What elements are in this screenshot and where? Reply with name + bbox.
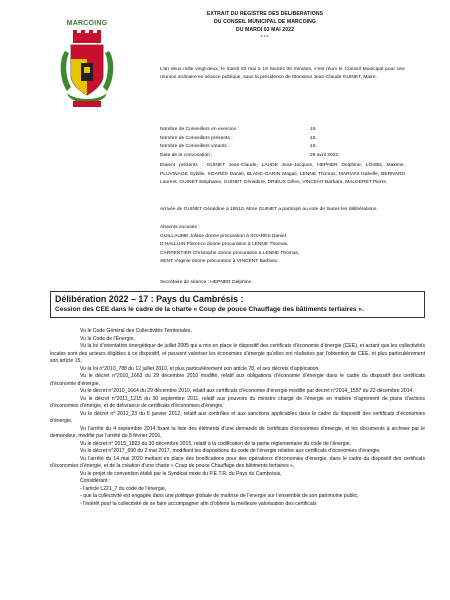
header-dash: --- xyxy=(260,34,270,41)
absent-item: SENT Virginie donne procuration à VINCENT Barbara. xyxy=(160,259,279,265)
count-row-present xyxy=(160,135,405,144)
town-coat-of-arms xyxy=(57,29,117,111)
town-logo-label: MARCOING xyxy=(66,20,108,27)
councillor-counts xyxy=(160,126,405,161)
register-header xyxy=(190,11,340,40)
deliberation-header xyxy=(50,291,425,318)
body-paragraph: Vu le décret n° 2012_23 du 6 janvier 2012, relatif aux contrôles et aux sanctions applicables dans le cadre du dispositif des certificats d’économies d’énergie, xyxy=(50,410,425,424)
body-paragraph: - que la collectivité est engagée dans une politique globale de maîtrise de l’énergie sur l’ensemble de son patrimoine public, xyxy=(80,493,359,499)
count-value: 28 avril 2022. xyxy=(310,153,340,159)
absent-item: CARPENTIER Christophe donne procuration à LENNE Thomas, xyxy=(160,250,300,256)
header-line-3: DU MARDI 03 MAI 2022 xyxy=(235,26,295,33)
count-label: Nombre de Conseillers présents : xyxy=(160,135,233,141)
arrival-note: Arrivée de GUINET Géraldine à 19h10. Mme GUINET a participé au vote de toutes les délibérations. xyxy=(160,207,378,212)
count-label: Nombre de Conseillers votants : xyxy=(160,144,230,150)
deliberation-subtitle: Cession des CEE dans le cadre de la charte « Coup de pouce Chauffage des bâtiments tertiaires ». xyxy=(55,306,364,313)
session-secretary: Secrétaire de séance : HEPNER Delphine. xyxy=(160,280,253,285)
count-row-exercise xyxy=(160,126,405,135)
absent-members xyxy=(160,224,405,267)
body-paragraph: - l’article L221_7 du code de l’énergie, xyxy=(80,485,167,492)
count-row-convocation xyxy=(160,152,405,161)
absent-title: Absents excusés : xyxy=(160,225,200,230)
body-paragraph: Vu le décret n°2011_1215 du 30 septembre 2011, relatif aux pouvoirs du ministre chargé de l’énergie en matière d’agrément de plans d’actions d’économies d’énergie, et de délivrance de certificats d’économies d’énergie, xyxy=(50,395,425,409)
count-value: 19. xyxy=(310,127,317,132)
body-paragraph: Considérant : xyxy=(80,478,111,484)
absent-item: GUILLAUME Jolane donne procuration à SOARÈS Daniel, xyxy=(160,233,288,239)
body-paragraph: Vu l’arrêté du 4 septembre 2014 fixant la liste des éléments d’une demande de certificats d’économies d’énergie, et les documents à archiver par le demandeur, modifié par l’arrêté du 8 février 2016, xyxy=(50,425,425,439)
count-label: Date de la convocation : xyxy=(160,153,213,159)
body-paragraph: - l’intérêt pour la collectivité de se faire accompagner afin d’obtenir la meilleure valorisation des certificats xyxy=(80,500,317,507)
body-paragraph: Vu le projet de convention établi par le Syndicat mixte du P.E.T.R. du Pays du Cambrésis, xyxy=(80,470,282,477)
count-label: Nombre de Conseillers en exercice : xyxy=(160,127,239,132)
body-paragraph: Vu le Code Général des Collectivités Territoriales, xyxy=(80,328,192,334)
body-paragraph: Vu le décret n°2017_690 du 2 mai 2017, modifiant les dispositions du code de l’énergie relative aux certificats d’économies d’énergie, xyxy=(80,448,381,454)
present-members: Etaient présents : GUINET Jean-Claude, LAUDE Jean-Jacques, HEPNER Delphine, LOISEL Maxime, PLUVINAGE Sybille, SOARÈS Daniel, BLANC-GARIN Magali, LENNE Thomas, MARIANI Isabelle, BERNARD Laurent, GUINET Stéphanie, GUINET Géraldine, DRIEUX Gilles, VINCENT Barbara, MALDERET Pierre. xyxy=(160,163,405,186)
header-line-1: EXTRAIT DU REGISTRE DES DELIBERATIONS xyxy=(206,11,324,17)
count-value: 15. xyxy=(310,135,317,141)
body-paragraph: Vu le décret n°2010_1663 du 29 décembre 2010 modifié, relatif aux obligations d’économie d’énergie dans le cadre du dispositif des certificats d’économie d’énergie, xyxy=(50,373,425,387)
deliberation-title: Délibération 2022 – 17 : Pays du Cambrésis : xyxy=(55,294,244,304)
body-paragraph: Vu l’arrêté du 14 mai 2020 mettant en place des bonifications pour des opérations d’économies d’énergie, dans le cadre du dispositif des certificats d’économies d’énergie, et de la création d’une charte « Coup de pouce Chauffage des bâtiments tertiaires », xyxy=(50,455,425,469)
count-row-voting xyxy=(160,143,405,152)
body-paragraph: Vu le Code de l’Énergie, xyxy=(80,335,135,342)
count-value: 19. xyxy=(310,144,317,150)
header-line-2: DU CONSEIL MUNICIPAL DE MARCOING xyxy=(214,18,316,25)
body-paragraph: Vu la loi n°2010_788 du 12 juillet 2010, et plus particulièrement son article 78, et ses décrets d’application, xyxy=(80,365,320,372)
body-paragraph: Vu le décret n°2010_1664 du 29 décembre 2010, relatif aux certificats d’économie d’énergie modifié par décret n°2014_1557 du 22 décembre 2014, xyxy=(80,388,414,394)
absent-item: D’HALLUIN Florence donne procuration à LENNE Thomas, xyxy=(160,242,289,248)
deliberation-body xyxy=(50,328,425,508)
meeting-intro: L’an deux mille vingt-deux, le mardi 03 mai à 19 heures 00 minutes, s’est réuni le Conseil Municipal pour une réunion ordinaire en séance publique, sous la présidence de Monsieur Jean-Claude GUINET, Maire. xyxy=(160,67,405,81)
body-paragraph: Vu la loi d’orientation énergétique de juillet 2005 qui a mis en place le dispositif des certificats d’économie d’énergie (CEE), et actant que les collectivités locales sont des acteurs éligibles à ce dispositif, et peuvent valoriser les économies d’énergie qu’elles ont réalisées par l’obtention de CEE, et plus particulièrement son article 15, xyxy=(50,343,425,364)
body-paragraph: Vu le décret n° 2015_1823 du 30 décembre 2015, relatif à la codification de la partie réglementaire du code de l’énergie, xyxy=(80,440,351,447)
